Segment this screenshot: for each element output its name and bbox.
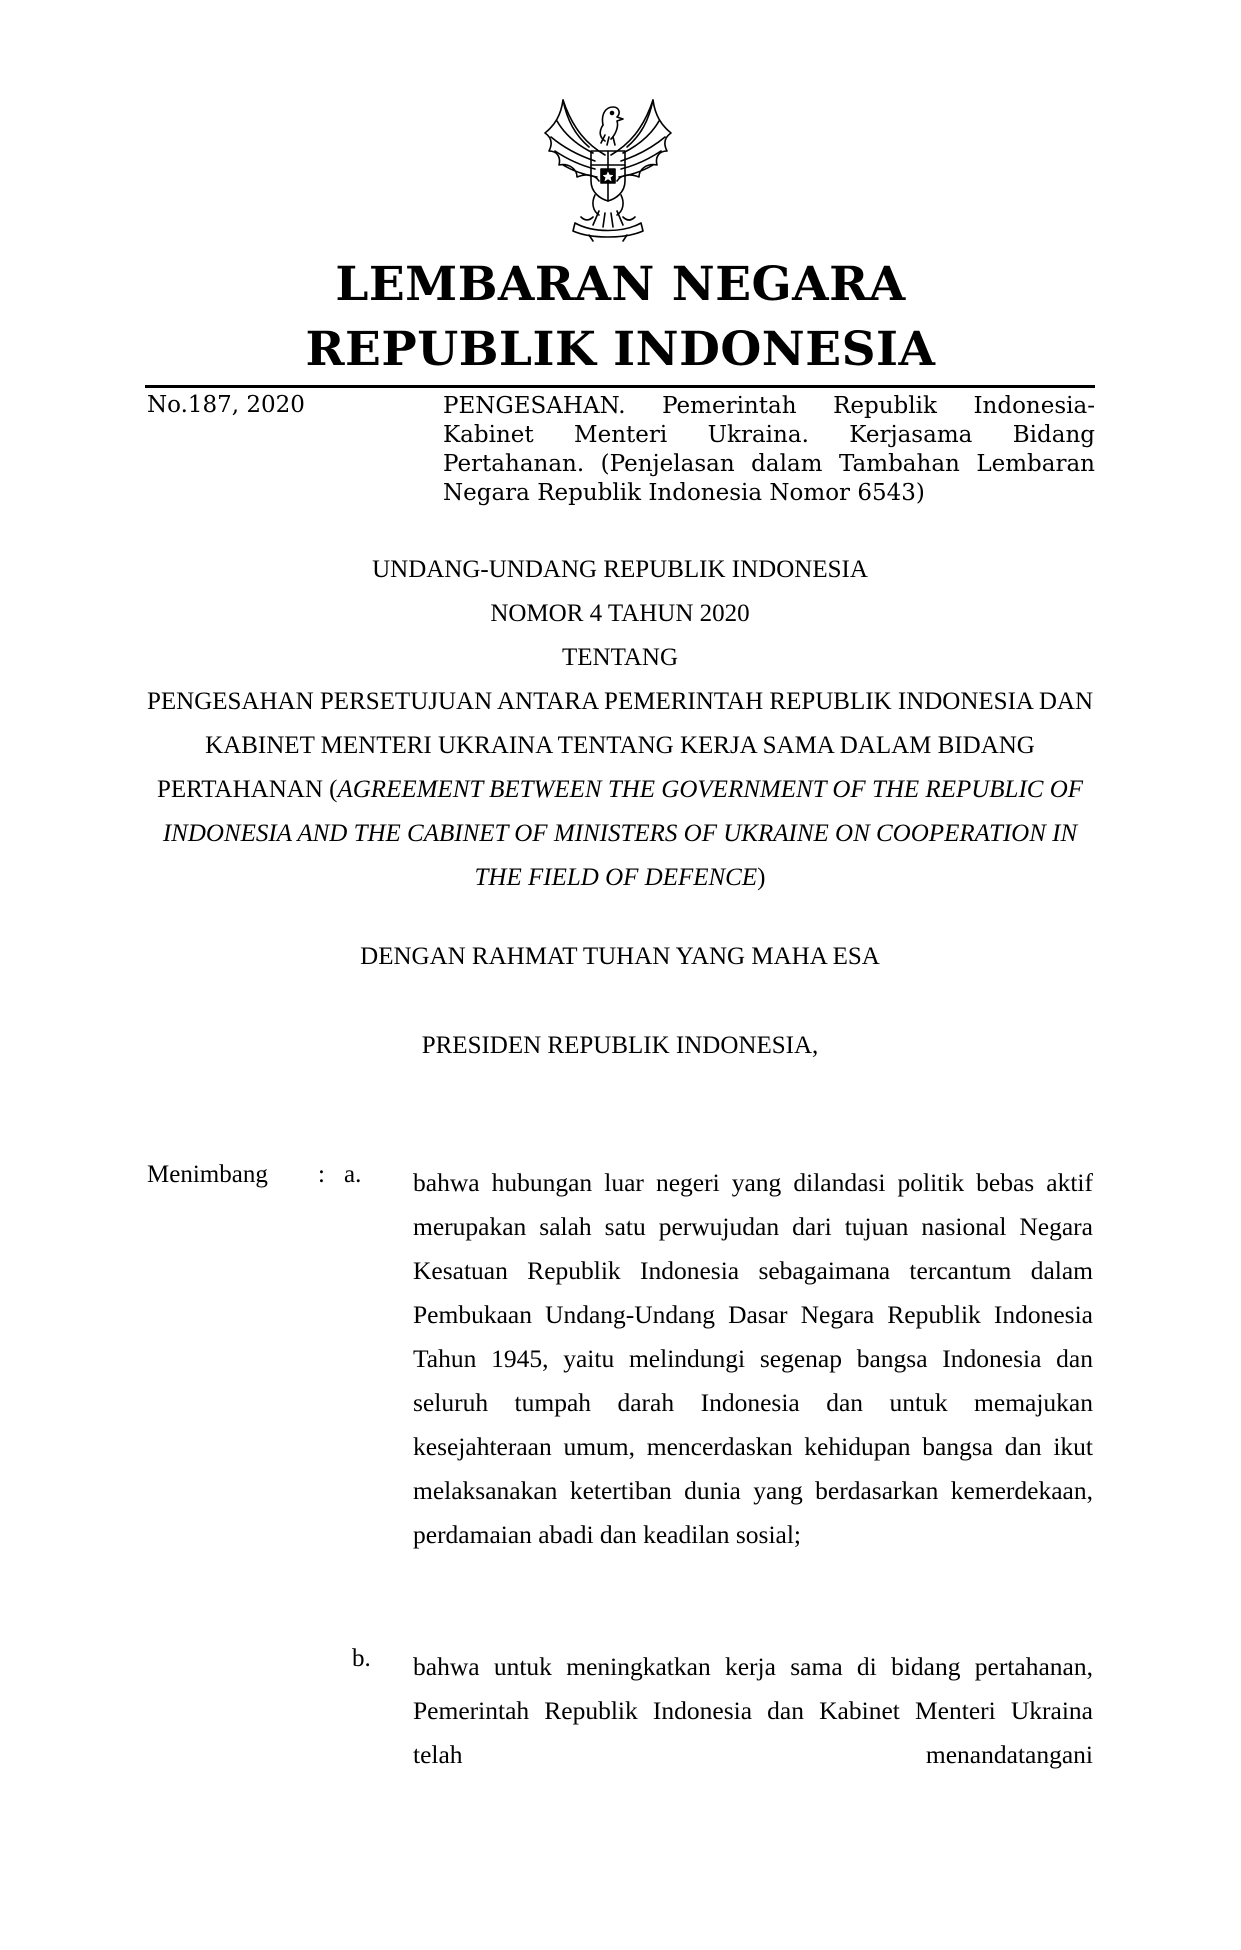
garuda-pancasila-emblem-icon [533, 85, 683, 245]
considering-item-a-letter: a. [344, 1161, 362, 1188]
gazette-number: No.187, 2020 [147, 392, 305, 418]
considering-colon: : [318, 1161, 325, 1188]
gazette-summary: PENGESAHAN. Pemerintah Republik Indonesia-Kabinet Menteri Ukraina. Kerjasama Bidang Pertahanan. (Penjelasan dalam Tambahan Lembaran Negara Republik Indonesia Nomor 6543) [443, 393, 1095, 506]
considering-label: Menimbang [147, 1161, 268, 1188]
considering-item-b-letter: b. [352, 1645, 371, 1672]
preamble-blessing: DENGAN RAHMAT TUHAN YANG MAHA ESA [360, 943, 880, 970]
law-about: TENTANG [561, 644, 679, 671]
law-subject [140, 680, 1100, 900]
law-subject-close: ) [757, 864, 766, 891]
preamble-president: PRESIDEN REPUBLIK INDONESIA, [421, 1032, 819, 1059]
title-divider [145, 385, 1095, 388]
considering-item-a-text: bahwa hubungan luar negeri yang dilandasi politik bebas aktif merupakan salah satu perwujudan dari tujuan nasional Negara Kesatuan Republik Indonesia sebagaimana tercantum dalam Pembukaan Undang-Undang Dasar Negara Republik Indonesia Tahun 1945, yaitu melindungi segenap bangsa Indonesia dan seluruh tumpah darah Indonesia dan untuk memajukan kesejahteraan umum, mencerdaskan kehidupan bangsa dan ikut melaksanakan ketertiban dunia yang berdasarkan kemerdekaan, perdamaian abadi dan keadilan sosial; [413, 1168, 1093, 1549]
gazette-title-line1: LEMBARAN NEGARA [335, 257, 906, 312]
law-type: UNDANG-UNDANG REPUBLIK INDONESIA [372, 556, 868, 583]
law-heading [140, 548, 1100, 900]
law-subject-english: AGREEMENT BETWEEN THE GOVERNMENT OF THE REPUBLIC OF INDONESIA AND THE CABINET OF MINISTERS OF UKRAINE ON COOPERATION IN THE FIELD OF DEFENCE [162, 776, 1084, 891]
considering-item-b-text: bahwa untuk meningkatkan kerja sama di bidang pertahanan, Pemerintah Republik Indonesia dan Kabinet Menteri Ukraina telah menandatangani [413, 1652, 1093, 1769]
law-subject-plain: PENGESAHAN PERSETUJUAN ANTARA PEMERINTAH REPUBLIK INDONESIA DAN KABINET MENTERI UKRAINA TENTANG KERJA SAMA DALAM BIDANG PERTAHANAN ( [146, 688, 1094, 803]
law-number: NOMOR 4 TAHUN 2020 [490, 600, 750, 627]
gazette-title-line2: REPUBLIK INDONESIA [305, 322, 936, 377]
